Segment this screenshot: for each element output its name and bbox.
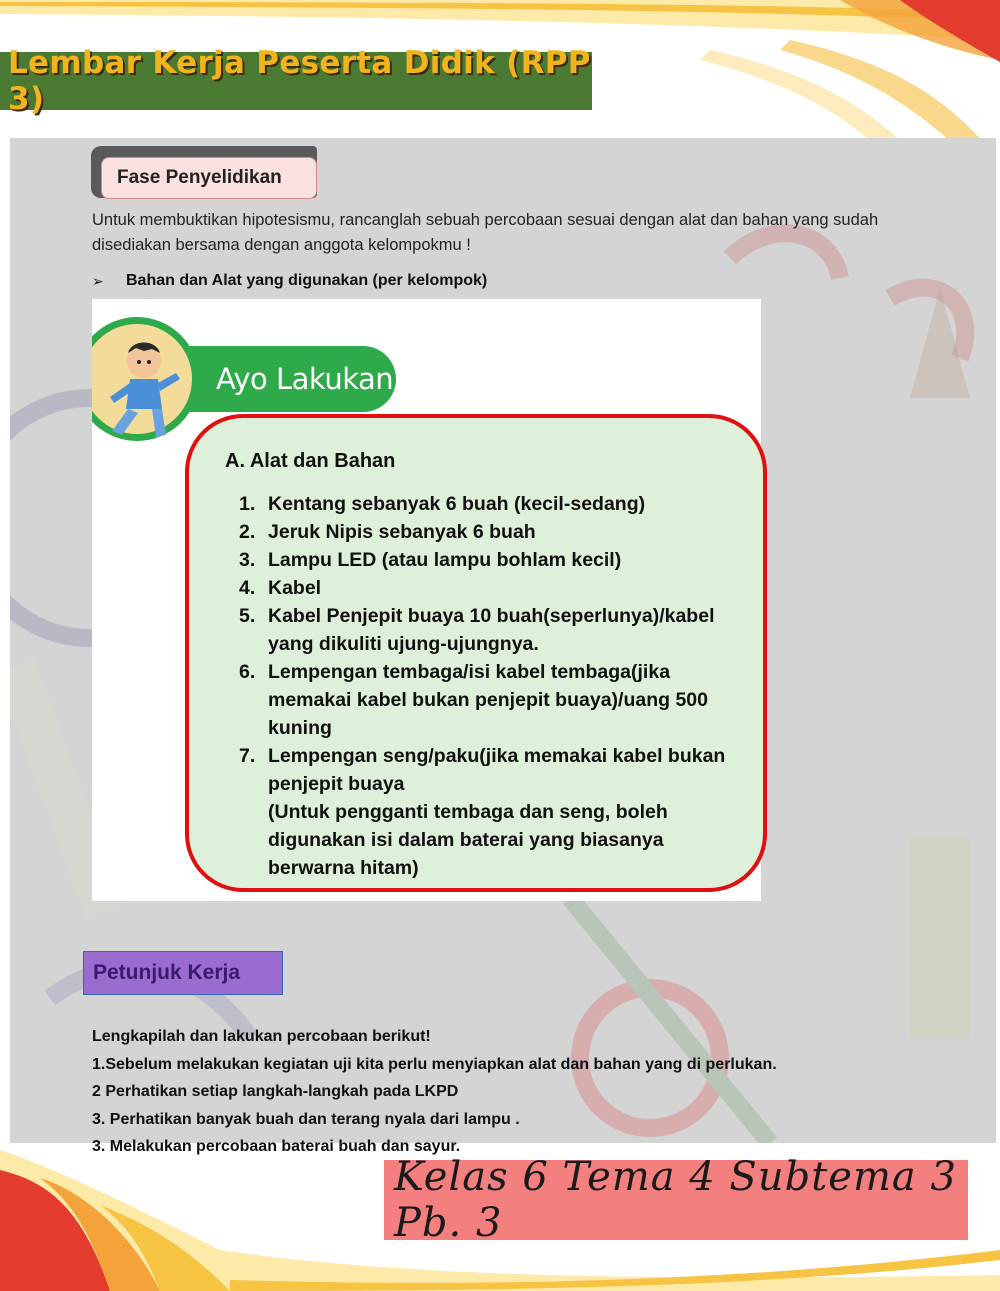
list-item-text: Lempengan tembaga/isi kabel tembaga(jika memakai kabel bukan penjepit buaya)/uang 500 kuning (268, 661, 708, 739)
instruction-line: 3. Perhatikan banyak buah dan terang nyala dari lampu . (92, 1110, 520, 1128)
ayo-lakukan-label: Ayo Lakukan (216, 362, 394, 396)
list-item (239, 490, 749, 518)
petunjuk-kerja-tab (83, 951, 283, 995)
list-item-number: 5. (239, 605, 256, 627)
arrow-bullet-icon: ➢ (92, 272, 104, 289)
instruction-line: 2 Perhatikan setiap langkah-langkah pada LKPD (92, 1083, 459, 1100)
instruction-line: 1.Sebelum melakukan kegiatan uji kita perlu menyiapkan alat dan bahan yang di perlukan. (92, 1055, 777, 1073)
list-item-text-group (268, 742, 749, 882)
materials-heading-text: Bahan dan Alat yang digunakan (per kelompok) (126, 272, 488, 289)
class-theme-label: Kelas 6 Tema 4 Subtema 3 Pb. 3 (394, 1154, 957, 1246)
footer-banner (384, 1154, 968, 1246)
list-item-number: 2. (239, 521, 256, 543)
materials-list (239, 490, 749, 882)
alat-dan-bahan-box (185, 414, 767, 892)
instruction-line: 3. Melakukan percobaan baterai buah dan sayur. (92, 1138, 461, 1155)
intro-paragraph: Untuk membuktikan hipotesismu, rancanglah sebuah percobaan sesuai dengan alat dan bahan yang sudah disediakan bersama dengan anggota kelompokmu ! (92, 211, 879, 254)
list-item-number: 3. (239, 549, 256, 571)
list-item-number: 4. (239, 577, 256, 599)
fase-penyelidikan-tab (101, 157, 317, 199)
list-item (239, 546, 749, 574)
list-item-number: 1. (239, 493, 256, 515)
list-item (239, 574, 749, 602)
list-item-text: Lempengan seng/paku(jika memakai kabel bukan penjepit buaya (268, 745, 726, 795)
materials-heading (92, 272, 487, 290)
list-item (239, 742, 749, 882)
instruction-line: Lengkapilah dan lakukan percobaan berikut! (92, 1028, 431, 1045)
list-item-text: Kabel Penjepit buaya 10 buah(seperlunya)/kabel yang dikuliti ujung-ujungnya. (268, 605, 715, 655)
alat-dan-bahan-title: A. Alat dan Bahan (225, 450, 396, 472)
petunjuk-kerja-label: Petunjuk Kerja (93, 961, 241, 984)
running-child-illustration (92, 309, 202, 449)
ayo-lakukan-badge (182, 346, 396, 412)
list-item-text: Kentang sebanyak 6 buah (kecil-sedang) (268, 493, 646, 515)
list-item (239, 518, 749, 546)
list-item-note: (Untuk pengganti tembaga dan seng, boleh digunakan isi dalam baterai yang biasanya berwarna hitam) (268, 801, 668, 879)
list-item (239, 602, 749, 658)
fase-label: Fase Penyelidikan (117, 167, 282, 188)
list-item-number: 7. (239, 745, 256, 767)
list-item (239, 658, 749, 742)
list-item-number: 6. (239, 661, 256, 683)
page-title: Lembar Kerja Peserta Didik (RPP 3) (8, 45, 591, 117)
list-item-text: Jeruk Nipis sebanyak 6 buah (268, 521, 536, 543)
header-banner (0, 45, 592, 117)
list-item-text: Kabel (268, 577, 322, 599)
list-item-text: Lampu LED (atau lampu bohlam kecil) (268, 549, 622, 571)
